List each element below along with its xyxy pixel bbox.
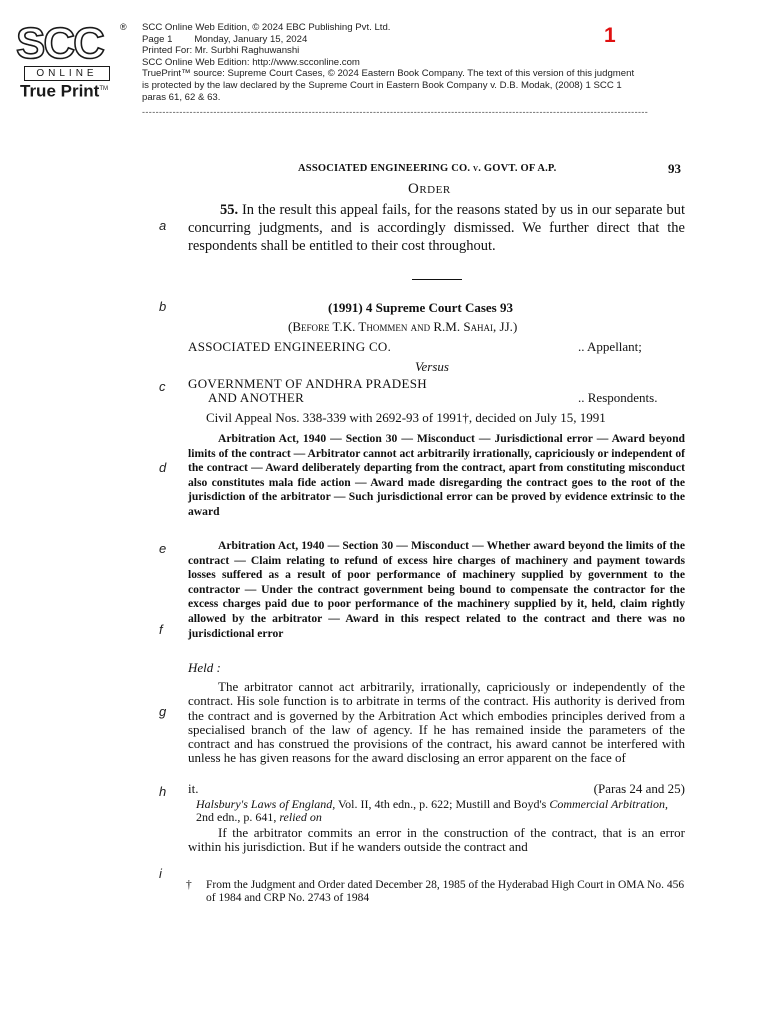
headnote-1: Arbitration Act, 1940 — Section 30 — Misconduct — Jurisdictional error — Award beyond limits of the contract — Arbitrator cannot act arbitrarily irrationally, capriciously or independent of the contract — Award deliberately departing from the contract, apart from constituting misconduct also constitutes mala fide action — Award made disregarding the contract goes to the root of the jurisdiction of the arbitrator — Such jurisdictional error can be proved by evidence extrinsic to the award — [188, 432, 685, 518]
margin-letter-e: e — [159, 541, 167, 556]
running-head: ASSOCIATED ENGINEERING CO. v. GOVT. OF A.P. — [298, 163, 557, 174]
held-paras-ref: (Paras 24 and 25) — [593, 781, 685, 796]
bench — [288, 319, 517, 335]
logo-tm-mark: TM — [99, 86, 109, 92]
bench-open-paren: ( — [288, 319, 293, 334]
respondent-name-line2: AND ANOTHER — [208, 390, 305, 405]
respondent-role: .. Respondents. — [578, 390, 658, 405]
margin-letter-a: a — [159, 218, 167, 233]
margin-letter-f: f — [159, 622, 163, 637]
report-page-number: 93 — [668, 161, 681, 176]
print-header — [142, 22, 642, 103]
margin-letter-h: h — [159, 784, 167, 799]
header-page-date — [142, 34, 642, 46]
header-separator: ----------------------------------------------------------------------------------------------------------------------------------------------------- — [142, 107, 649, 117]
footnote-dagger: † — [186, 879, 192, 891]
ref-halsbury: Halsbury's Laws of England, — [196, 797, 336, 811]
logo-true-print-text: True Print — [20, 81, 100, 101]
next-paragraph: If the arbitrator commits an error in the construction of the contract, that is an error within his jurisdiction. But if he wanders outside the contract and — [188, 825, 685, 855]
respondent-name-line1: GOVERNMENT OF ANDHRA PRADESH — [188, 376, 427, 391]
logo-true-print — [20, 80, 108, 101]
held-paragraph-end — [188, 781, 685, 797]
held-label: Held : — [188, 660, 221, 675]
appellant-role: .. Appellant; — [578, 339, 642, 354]
ref-detail-2: 2nd edn., p. 641, — [196, 810, 280, 824]
header-printed-for: Printed For: Mr. Surbhi Raghuwanshi — [142, 45, 300, 57]
margin-letter-d: d — [159, 460, 167, 475]
scc-online-logo — [16, 19, 136, 101]
held-paragraph: The arbitrator cannot act arbitrarily, irrationally, capriciously or independently of the contract. His sole function is to arbitrate in terms of the contract. His authority is derived from the contract and is governed by the Arbitration Act which embodies principles derived from a specialised branch of the law of agency. If he has remained inside the parameters of the contract and has construed the provisions of the contract, his award cannot be interfered with unless he has given reasons for the award disclosing an error apparent on the face of — [188, 679, 685, 766]
header-web-edition: SCC Online Web Edition: http://www.scconline.com — [142, 56, 360, 68]
paragraph-55-text: In the result this appeal fails, for the reasons stated by us in our separate but concurring judgments, and is accordingly dismissed. We further direct that the respondents shall be entitled to their cost throughout. — [188, 202, 685, 254]
bench-close-paren: ) — [512, 319, 518, 334]
logo-registered-mark: ® — [120, 22, 127, 32]
margin-letter-c: c — [159, 379, 166, 394]
bench-judges: Before T.K. Thommen and R.M. Sahai, JJ. — [292, 319, 513, 334]
headnote-2: Arbitration Act, 1940 — Section 30 — Misconduct — Whether award beyond the limits of the contract — Claim relating to refund of excess hire charges of machinery and payment towards losses suffered as a result of poor performance of machinery supplied by government to the contractor — Under the contract government being bound to compensate the contractor for the excess charges paid due to poor performance of the machinery supplied by it, held, claim rightly allowed by the arbitrator — Award in this respect related to the contract and there was no jurisdictional error — [188, 539, 685, 640]
order-heading: Order — [408, 181, 451, 197]
header-page-label: Page 1 — [142, 33, 173, 45]
authority-reference — [188, 798, 685, 824]
versus: Versus — [415, 359, 449, 374]
ref-relied-on: relied on — [279, 810, 322, 824]
margin-letter-i: i — [159, 866, 162, 881]
ref-detail-1: Vol. II, 4th edn., p. 622; Mustill and Boyd's — [335, 797, 550, 811]
header-copyright: SCC Online Web Edition, © 2024 EBC Publishing Pvt. Ltd. — [142, 22, 391, 33]
appellant-name: ASSOCIATED ENGINEERING CO. — [188, 339, 392, 354]
footnote — [186, 879, 686, 905]
margin-letter-g: g — [159, 704, 167, 719]
logo-scc-text: SCC — [16, 19, 103, 68]
paragraph-55 — [188, 202, 685, 255]
ref-commercial-arbitration: Commercial Arbitration, — [549, 797, 668, 811]
footnote-text: From the Judgment and Order dated December 28, 1985 of the Hyderabad High Court in OMA No. 456 of 1984 and CRP No. 2743 of 1984 — [206, 879, 685, 904]
header-date: Monday, January 15, 2024 — [194, 33, 308, 45]
margin-letter-b: b — [159, 299, 167, 314]
section-divider — [412, 279, 462, 280]
civil-appeal-line: Civil Appeal Nos. 338-339 with 2692-93 of 1991†, decided on July 15, 1991 — [206, 410, 606, 425]
case-citation: (1991) 4 Supreme Court Cases 93 — [328, 300, 513, 315]
paragraph-55-number: 55. — [220, 202, 239, 218]
header-page-number: 1 — [604, 24, 616, 47]
held-end-text: it. — [188, 781, 199, 796]
logo-online-text: ONLINE — [24, 66, 110, 81]
header-trueprint-source: TruePrint™ source: Supreme Court Cases, © 2024 Eastern Book Company. The text of this version of this judgment is protected by the law declared by the Supreme Court in Eastern Book Company v. D.B. Modak, (2008) 1 SCC 1 paras 61, 62 & 63. — [142, 68, 635, 103]
